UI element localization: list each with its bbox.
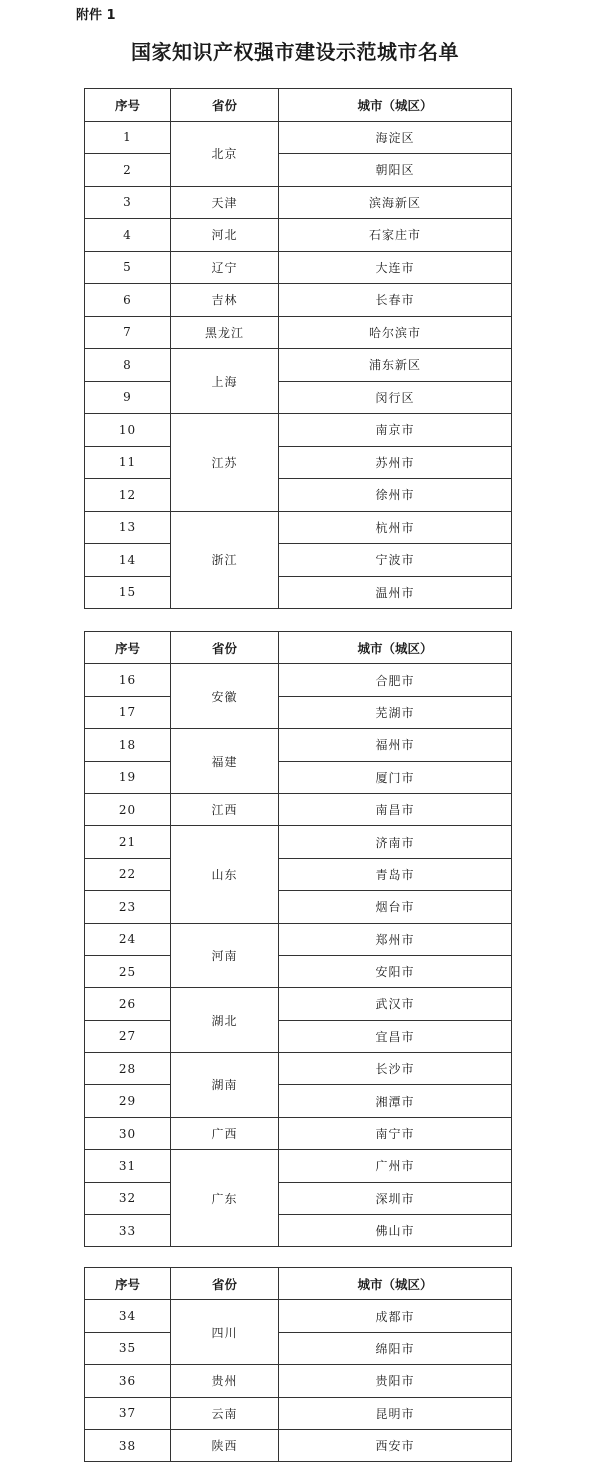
province-cell: 山东 — [171, 826, 279, 923]
table-row — [85, 219, 512, 252]
row-number: 8 — [85, 349, 171, 382]
row-number: 24 — [85, 923, 171, 955]
header-city: 城市（城区） — [279, 89, 512, 122]
table-row — [85, 1429, 512, 1461]
city-cell: 昆明市 — [279, 1397, 512, 1429]
header-no: 序号 — [85, 89, 171, 122]
province-cell: 北京 — [171, 121, 279, 186]
table-row — [85, 1332, 512, 1364]
row-number: 21 — [85, 826, 171, 858]
province-cell: 吉林 — [171, 284, 279, 317]
province-cell: 安徽 — [171, 664, 279, 729]
province-cell: 天津 — [171, 186, 279, 219]
city-cell: 广州市 — [279, 1150, 512, 1182]
row-number: 12 — [85, 479, 171, 512]
city-cell: 西安市 — [279, 1429, 512, 1461]
attachment-label: 附件 1 — [76, 8, 116, 23]
city-cell: 绵阳市 — [279, 1332, 512, 1364]
table-header-row — [85, 1268, 512, 1300]
province-cell: 四川 — [171, 1300, 279, 1365]
city-cell: 湘潭市 — [279, 1085, 512, 1117]
row-number: 9 — [85, 381, 171, 414]
table-row — [85, 923, 512, 955]
table-row — [85, 891, 512, 923]
row-number: 17 — [85, 696, 171, 728]
table-row — [85, 316, 512, 349]
province-cell: 河南 — [171, 923, 279, 988]
table-row — [85, 664, 512, 696]
city-cell: 哈尔滨市 — [279, 316, 512, 349]
row-number: 5 — [85, 251, 171, 284]
row-number: 4 — [85, 219, 171, 252]
table-row — [85, 793, 512, 825]
table-row — [85, 955, 512, 987]
table-row — [85, 349, 512, 382]
city-cell: 贵阳市 — [279, 1365, 512, 1397]
table-row — [85, 1300, 512, 1332]
row-number: 34 — [85, 1300, 171, 1332]
table-row — [85, 988, 512, 1020]
row-number: 27 — [85, 1020, 171, 1052]
row-number: 20 — [85, 793, 171, 825]
table-row — [85, 1020, 512, 1052]
document-title: 国家知识产权强市建设示范城市名单 — [131, 40, 459, 64]
province-cell: 云南 — [171, 1397, 279, 1429]
row-number: 6 — [85, 284, 171, 317]
city-cell: 深圳市 — [279, 1182, 512, 1214]
city-cell: 合肥市 — [279, 664, 512, 696]
header-province: 省份 — [171, 1268, 279, 1300]
city-cell: 温州市 — [279, 576, 512, 609]
city-cell: 佛山市 — [279, 1215, 512, 1247]
row-number: 30 — [85, 1117, 171, 1149]
row-number: 36 — [85, 1365, 171, 1397]
city-cell: 南宁市 — [279, 1117, 512, 1149]
table-row — [85, 479, 512, 512]
table-row — [85, 154, 512, 187]
province-cell: 上海 — [171, 349, 279, 414]
row-number: 7 — [85, 316, 171, 349]
table-header-row — [85, 632, 512, 664]
city-cell: 宁波市 — [279, 544, 512, 577]
row-number: 31 — [85, 1150, 171, 1182]
table-row — [85, 1085, 512, 1117]
province-cell: 广东 — [171, 1150, 279, 1247]
row-number: 23 — [85, 891, 171, 923]
city-cell: 南京市 — [279, 414, 512, 447]
row-number: 22 — [85, 858, 171, 890]
city-list-table-2 — [84, 631, 512, 1247]
city-cell: 济南市 — [279, 826, 512, 858]
row-number: 33 — [85, 1215, 171, 1247]
table-row — [85, 1182, 512, 1214]
table-row — [85, 511, 512, 544]
province-cell: 贵州 — [171, 1365, 279, 1397]
header-city: 城市（城区） — [279, 1268, 512, 1300]
row-number: 18 — [85, 729, 171, 761]
province-cell: 广西 — [171, 1117, 279, 1149]
city-cell: 宜昌市 — [279, 1020, 512, 1052]
row-number: 25 — [85, 955, 171, 987]
province-cell: 湖北 — [171, 988, 279, 1053]
province-cell: 陕西 — [171, 1429, 279, 1461]
row-number: 13 — [85, 511, 171, 544]
row-number: 35 — [85, 1332, 171, 1364]
city-cell: 长春市 — [279, 284, 512, 317]
city-list-table-3 — [84, 1267, 512, 1462]
city-cell: 南昌市 — [279, 793, 512, 825]
province-cell: 福建 — [171, 729, 279, 794]
row-number: 1 — [85, 121, 171, 154]
table-header-row — [85, 89, 512, 122]
city-cell: 郑州市 — [279, 923, 512, 955]
row-number: 26 — [85, 988, 171, 1020]
row-number: 15 — [85, 576, 171, 609]
city-cell: 石家庄市 — [279, 219, 512, 252]
province-cell: 浙江 — [171, 511, 279, 609]
city-cell: 青岛市 — [279, 858, 512, 890]
row-number: 14 — [85, 544, 171, 577]
city-cell: 武汉市 — [279, 988, 512, 1020]
row-number: 28 — [85, 1053, 171, 1085]
row-number: 19 — [85, 761, 171, 793]
city-cell: 闵行区 — [279, 381, 512, 414]
province-cell: 江苏 — [171, 414, 279, 512]
city-cell: 杭州市 — [279, 511, 512, 544]
city-list-table-1 — [84, 88, 512, 609]
row-number: 10 — [85, 414, 171, 447]
row-number: 2 — [85, 154, 171, 187]
row-number: 11 — [85, 446, 171, 479]
city-cell: 芜湖市 — [279, 696, 512, 728]
city-cell: 大连市 — [279, 251, 512, 284]
city-cell: 朝阳区 — [279, 154, 512, 187]
city-cell: 福州市 — [279, 729, 512, 761]
table-row — [85, 186, 512, 219]
province-cell: 黑龙江 — [171, 316, 279, 349]
city-cell: 滨海新区 — [279, 186, 512, 219]
province-cell: 辽宁 — [171, 251, 279, 284]
table-row — [85, 826, 512, 858]
province-cell: 湖南 — [171, 1053, 279, 1118]
table-row — [85, 446, 512, 479]
header-province: 省份 — [171, 89, 279, 122]
table-row — [85, 251, 512, 284]
header-no: 序号 — [85, 1268, 171, 1300]
city-cell: 安阳市 — [279, 955, 512, 987]
header-no: 序号 — [85, 632, 171, 664]
table-row — [85, 576, 512, 609]
city-cell: 苏州市 — [279, 446, 512, 479]
row-number: 16 — [85, 664, 171, 696]
table-row — [85, 1150, 512, 1182]
table-row — [85, 414, 512, 447]
province-cell: 江西 — [171, 793, 279, 825]
table-row — [85, 1117, 512, 1149]
row-number: 3 — [85, 186, 171, 219]
city-cell: 徐州市 — [279, 479, 512, 512]
table-row — [85, 544, 512, 577]
city-cell: 海淀区 — [279, 121, 512, 154]
city-cell: 烟台市 — [279, 891, 512, 923]
table-row — [85, 1365, 512, 1397]
city-cell: 厦门市 — [279, 761, 512, 793]
table-row — [85, 284, 512, 317]
row-number: 32 — [85, 1182, 171, 1214]
city-cell: 成都市 — [279, 1300, 512, 1332]
table-row — [85, 696, 512, 728]
table-row — [85, 729, 512, 761]
table-row — [85, 1397, 512, 1429]
table-row — [85, 381, 512, 414]
row-number: 29 — [85, 1085, 171, 1117]
table-row — [85, 761, 512, 793]
header-province: 省份 — [171, 632, 279, 664]
row-number: 38 — [85, 1429, 171, 1461]
province-cell: 河北 — [171, 219, 279, 252]
table-row — [85, 121, 512, 154]
table-row — [85, 858, 512, 890]
city-cell: 长沙市 — [279, 1053, 512, 1085]
row-number: 37 — [85, 1397, 171, 1429]
table-row — [85, 1215, 512, 1247]
table-row — [85, 1053, 512, 1085]
city-cell: 浦东新区 — [279, 349, 512, 382]
header-city: 城市（城区） — [279, 632, 512, 664]
